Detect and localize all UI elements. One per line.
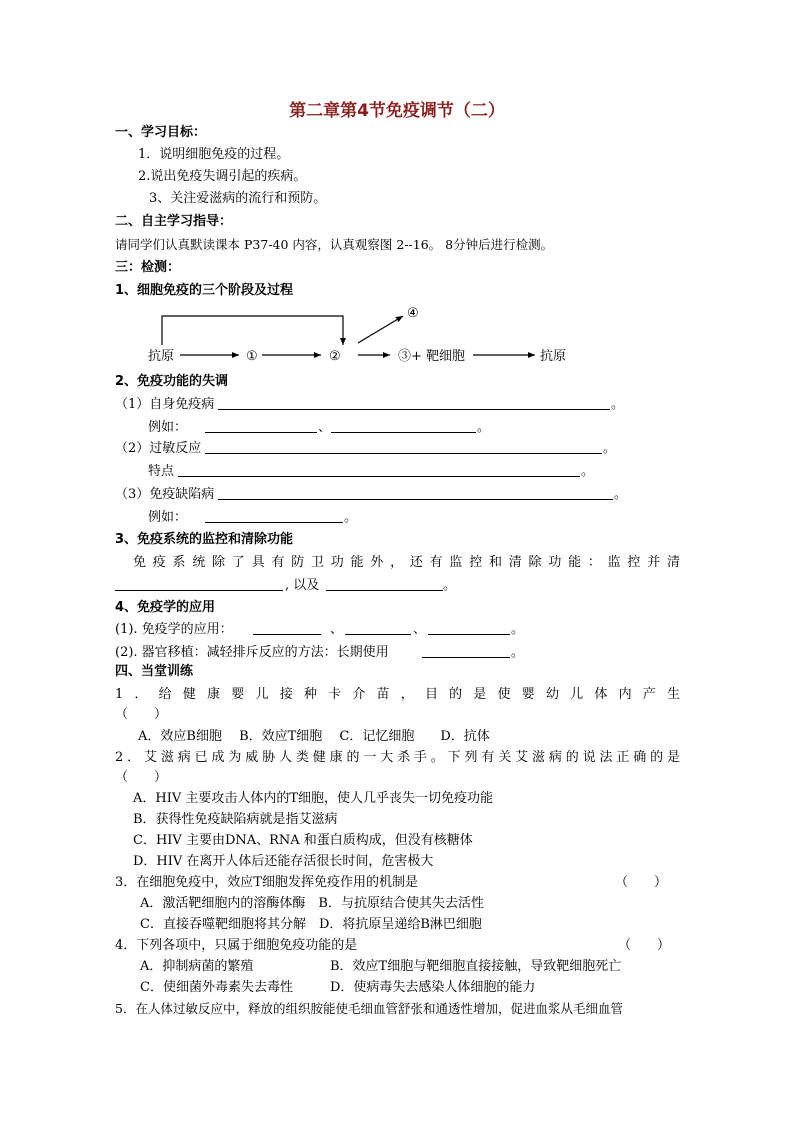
mc2-option-a: A．HIV 主要攻击人体内的T细胞，使人几乎丧失一切免疫功能 — [133, 791, 494, 806]
q4-application-label: (1). 免疫学的应用： — [115, 622, 233, 637]
diagram-node-3: ③+ 靶细胞 — [398, 349, 466, 364]
punct: 、 — [330, 622, 344, 637]
q2-immunodeficiency-example-label: 例如： — [148, 510, 188, 525]
mc1-paren: （ ） — [115, 707, 168, 722]
punct: 。 — [443, 578, 457, 593]
blank-monitor-2 — [326, 590, 443, 591]
punct: 、 — [318, 420, 332, 435]
punct: 。 — [511, 622, 525, 637]
punct: 。 — [614, 487, 628, 502]
arrow-2-4 — [358, 316, 403, 343]
page-title: 第二章第4节免疫调节（二） — [289, 101, 505, 121]
blank-allergy — [205, 453, 602, 454]
q2-heading: 2、免疫功能的失调 — [115, 374, 229, 389]
guide-text: 请同学们认真默读课本 P37-40 内容，认真观察图 2--16。 8分钟后进行检测。 — [115, 237, 554, 252]
blank-allergy-feature — [178, 476, 580, 477]
mc2-option-d: D．HIV 在离开人体后还能存活很长时间，危害极大 — [133, 854, 434, 869]
blank-autoimmune-example-2 — [331, 432, 476, 433]
mc2-option-c: C．HIV 主要由DNA、RNA 和蛋白质构成，但没有核糖体 — [133, 833, 473, 848]
blank-application-2 — [345, 634, 411, 635]
diagram-antigen-end: 抗原 — [540, 349, 567, 364]
blank-application-1 — [253, 634, 321, 635]
blank-monitor-1 — [115, 590, 283, 591]
mc2-stem: 2．艾滋病已成为威胁人类健康的一大杀手。下列有关艾滋病的说法正确的是 — [115, 750, 680, 765]
mc3-options-cd: C．直接吞噬靶细胞将其分解 D．将抗原呈递给B淋巴细胞 — [140, 917, 482, 932]
mc3-stem: 3．在细胞免疫中，效应T细胞发挥免疫作用的机制是 — [115, 875, 418, 890]
mc4-option-b: B．效应T细胞与靶细胞直接接触，导致靶细胞死亡 — [330, 959, 622, 974]
q1-heading: 1、细胞免疫的三个阶段及过程 — [115, 283, 294, 298]
diagram-node-1: ① — [246, 349, 258, 364]
section-heading-practice: 四、当堂训练 — [115, 664, 194, 679]
mc4-paren: （ ） — [618, 938, 671, 953]
blank-application-3 — [428, 634, 510, 635]
q3-tail: , 以及 — [285, 578, 320, 593]
q3-heading: 3、免疫系统的监控和清除功能 — [115, 532, 294, 547]
mc5-stem: 5．在人体过敏反应中，释放的组织胺能使毛细血管舒张和通透性增加，促进血浆从毛细血管 — [115, 1001, 623, 1016]
blank-immunodeficiency — [218, 499, 613, 500]
goal-item-2: 2.说出免疫失调引起的疾病。 — [138, 169, 307, 184]
blank-autoimmune — [218, 409, 610, 410]
goal-item-1: 1．说明细胞免疫的过程。 — [138, 147, 290, 162]
mc3-options-ab: A．激活靶细胞内的溶酶体酶 B．与抗原结合使其失去活性 — [140, 896, 484, 911]
section-heading-goals: 一、学习目标： — [115, 125, 207, 140]
punct: 。 — [603, 441, 617, 456]
punct: 、 — [413, 622, 427, 637]
punct: 。 — [477, 420, 491, 435]
blank-autoimmune-example-1 — [205, 432, 317, 433]
diagram-node-2: ② — [329, 349, 341, 364]
q4-transplant-label: (2). 器官移植：减轻排斥反应的方法：长期使用 — [115, 645, 389, 660]
punct: 。 — [511, 645, 525, 660]
punct: 。 — [611, 397, 625, 412]
punct: 。 — [581, 464, 595, 479]
q2-autoimmune-example-label: 例如： — [148, 420, 188, 435]
q2-autoimmune-label: （1）自身免疫病 — [115, 397, 215, 412]
blank-transplant — [422, 657, 510, 658]
feedback-arrow — [162, 316, 343, 345]
diagram-node-4: ④ — [407, 306, 419, 321]
mc3-paren: （ ） — [615, 875, 668, 890]
q2-allergy-label: （2）过敏反应 — [115, 441, 202, 456]
mc4-option-a: A．抑制病菌的繁殖 — [140, 959, 254, 974]
q4-heading: 4、免疫学的应用 — [115, 600, 216, 615]
mc4-stem: 4．下列各项中，只属于细胞免疫功能的是 — [115, 938, 358, 953]
mc2-paren: （ ） — [115, 770, 168, 785]
mc4-option-c: C．使细菌外毒素失去毒性 — [140, 980, 293, 995]
mc4-option-d: D．使病毒失去感染人体细胞的能力 — [330, 980, 536, 995]
diagram-antigen: 抗原 — [148, 349, 175, 364]
section-heading-guide: 二、自主学习指导： — [115, 214, 233, 229]
goal-item-3: 3、关注爱滋病的流行和预防。 — [149, 191, 327, 206]
q2-immunodeficiency-label: （3）免疫缺陷病 — [115, 487, 215, 502]
mc2-option-b: B．获得性免疫缺陷病就是指艾滋病 — [133, 812, 338, 827]
q3-text: 免疫系统除了具有防卫功能外，还有监控和清除功能：监控并清 — [133, 555, 680, 570]
mc1-stem: 1．给健康婴儿接种卡介苗，目的是使婴幼儿体内产生 — [115, 687, 680, 702]
blank-immunodeficiency-example — [205, 522, 343, 523]
mc1-options: A．效应B细胞 B．效应T细胞 C．记忆细胞 D．抗体 — [138, 729, 490, 744]
q2-allergy-feature-label: 特点 — [148, 464, 175, 479]
punct: 。 — [344, 510, 358, 525]
section-heading-test: 三：检测： — [115, 260, 181, 275]
